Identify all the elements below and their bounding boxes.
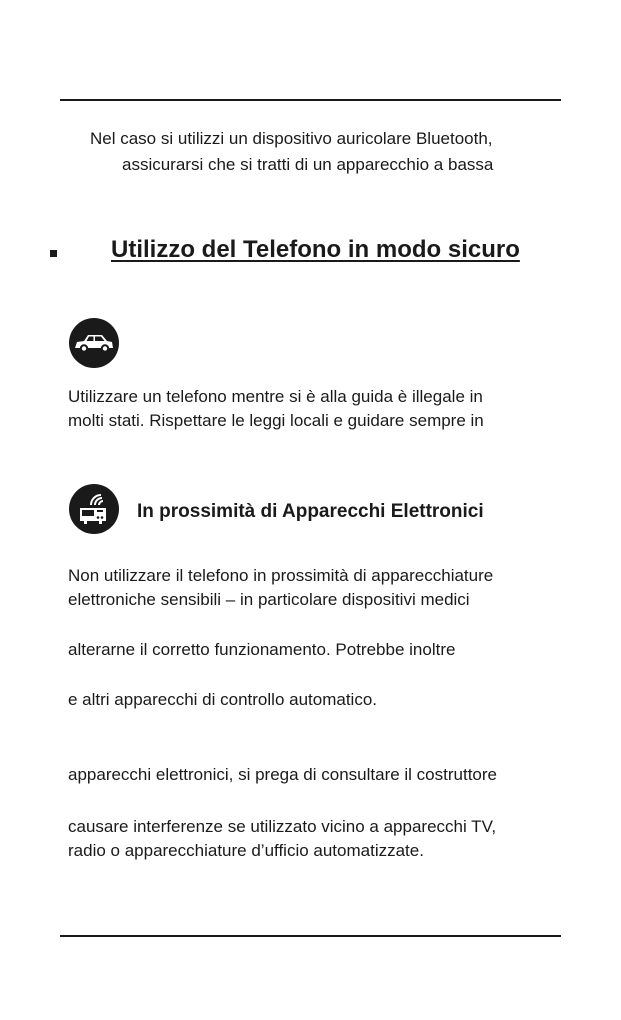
electronics-line-1: Non utilizzare il telefono in prossimità di apparecchiature — [68, 566, 494, 585]
intro-line-2: assicurarsi che si tratti di un apparecchio a bassa — [122, 155, 494, 174]
electronics-line-3: alterarne il corretto funzionamento. Potrebbe inoltre — [68, 640, 456, 659]
electronic-device-icon — [69, 484, 119, 534]
car-icon — [69, 318, 119, 368]
electronics-line-6: causare interferenze se utilizzato vicino a apparecchi TV, — [68, 817, 497, 836]
electronics-line-4: e altri apparecchi di controllo automatico. — [68, 690, 377, 709]
intro-line-1: Nel caso si utilizzi un dispositivo auricolare Bluetooth, — [90, 129, 493, 148]
section-bullet — [50, 250, 57, 257]
electronics-line-2: elettroniche sensibili – in particolare dispositivi medici — [68, 590, 470, 609]
electronics-title: In prossimità di Apparecchi Elettronici — [137, 501, 484, 522]
electronics-line-7: radio o apparecchiature d’ufficio automatizzate. — [68, 841, 424, 860]
driving-line-1: Utilizzare un telefono mentre si è alla guida è illegale in — [68, 387, 483, 406]
electronics-line-5: apparecchi elettronici, si prega di consultare il costruttore — [68, 765, 497, 784]
top-divider — [60, 99, 561, 101]
driving-line-2: molti stati. Rispettare le leggi locali e guidare sempre in — [68, 411, 484, 430]
section-title: Utilizzo del Telefono in modo sicuro — [111, 236, 520, 263]
bottom-divider — [60, 935, 561, 937]
